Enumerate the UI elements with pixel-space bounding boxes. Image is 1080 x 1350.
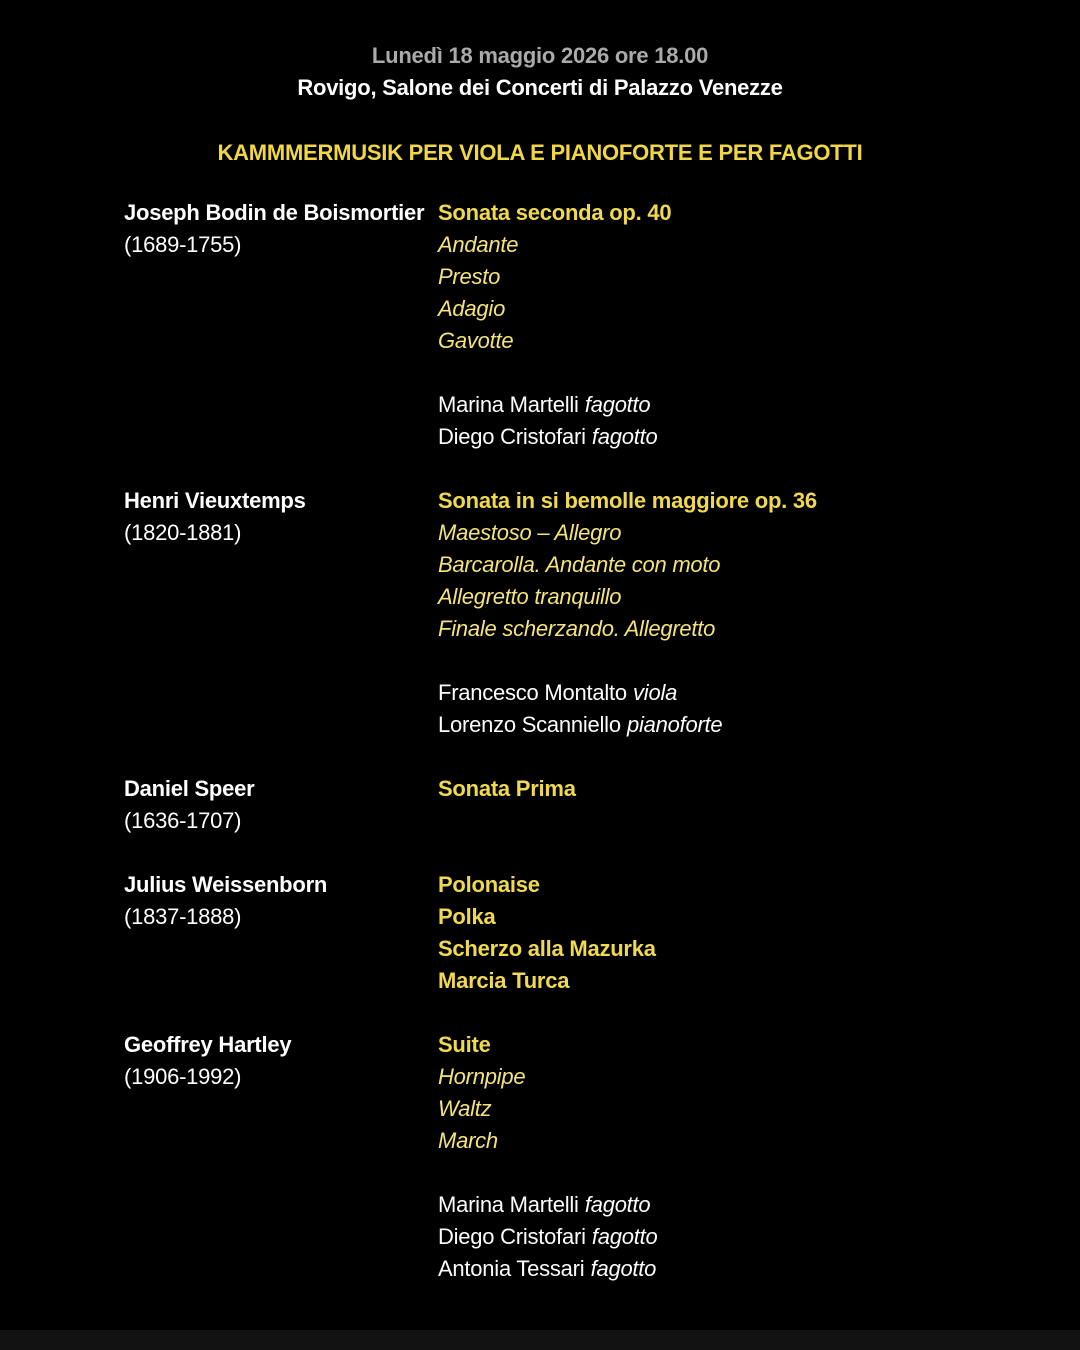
work-title: Sonata Prima xyxy=(438,776,576,801)
performer-name: Diego Cristofari xyxy=(438,424,586,449)
performer-name: Antonia Tessari xyxy=(438,1256,585,1281)
composer-name: Geoffrey Hartley xyxy=(124,1032,292,1057)
work-title: Polka xyxy=(438,904,496,929)
composer-dates: (1820-1881) xyxy=(124,520,242,545)
performer-instrument: fagotto xyxy=(584,392,651,417)
work-title: Sonata in si bemolle maggiore op. 36 xyxy=(438,488,817,513)
works-column xyxy=(438,869,1040,997)
event-date: Lunedì 18 maggio 2026 ore 18.00 xyxy=(371,43,709,68)
movement: Maestoso – Allegro xyxy=(438,520,622,545)
program-section-vieuxtemps xyxy=(124,485,1040,741)
composer-name: Julius Weissenborn xyxy=(124,872,328,897)
work-title: Polonaise xyxy=(438,872,540,897)
composer-column xyxy=(124,197,438,453)
performer-line xyxy=(438,421,1040,453)
composer-name: Joseph Bodin de Boismortier xyxy=(124,200,425,225)
movement: Waltz xyxy=(438,1096,492,1121)
works-column xyxy=(438,197,1040,453)
composer-dates: (1636-1707) xyxy=(124,808,242,833)
movement: Finale scherzando. Allegretto xyxy=(438,616,716,641)
performer-instrument: fagotto xyxy=(590,1256,657,1281)
performer-name: Marina Martelli xyxy=(438,392,579,417)
works-column xyxy=(438,773,1040,837)
movement: Gavotte xyxy=(438,328,514,353)
movement: Allegretto tranquillo xyxy=(438,584,622,609)
composer-dates: (1689-1755) xyxy=(124,232,242,257)
bottom-edge-bar xyxy=(0,1330,1080,1350)
performer-line xyxy=(438,1221,1040,1253)
composer-column xyxy=(124,869,438,997)
performer-line xyxy=(438,389,1040,421)
performers-block xyxy=(438,389,1040,453)
performer-instrument: fagotto xyxy=(584,1192,651,1217)
composer-name: Henri Vieuxtemps xyxy=(124,488,306,513)
performers-block xyxy=(438,677,1040,741)
composer-column xyxy=(124,485,438,741)
movement: Hornpipe xyxy=(438,1064,526,1089)
performer-line xyxy=(438,1189,1040,1221)
performer-name: Marina Martelli xyxy=(438,1192,579,1217)
performer-line xyxy=(438,1253,1040,1285)
program-section-boismortier xyxy=(124,197,1040,453)
composer-dates: (1906-1992) xyxy=(124,1064,242,1089)
performer-instrument: viola xyxy=(633,680,678,705)
composer-column xyxy=(124,773,438,837)
performer-instrument: pianoforte xyxy=(626,712,723,737)
performer-line xyxy=(438,677,1040,709)
program-section-weissenborn xyxy=(124,869,1040,997)
movement: Barcarolla. Andante con moto xyxy=(438,552,721,577)
performer-instrument: fagotto xyxy=(591,424,658,449)
work-title: Scherzo alla Mazurka xyxy=(438,936,656,961)
performer-line xyxy=(438,709,1040,741)
movement: Andante xyxy=(438,232,519,257)
poster-header xyxy=(0,0,1080,169)
composer-name: Daniel Speer xyxy=(124,776,255,801)
works-column xyxy=(438,1029,1040,1285)
movement: March xyxy=(438,1128,498,1153)
composer-column xyxy=(124,1029,438,1285)
performer-name: Francesco Montalto xyxy=(438,680,627,705)
performer-name: Diego Cristofari xyxy=(438,1224,586,1249)
movement: Adagio xyxy=(438,296,506,321)
performer-name: Lorenzo Scanniello xyxy=(438,712,621,737)
work-title: Sonata seconda op. 40 xyxy=(438,200,672,225)
performer-instrument: fagotto xyxy=(591,1224,658,1249)
works-column xyxy=(438,485,1040,741)
program-title: KAMMMERMUSIK PER VIOLA E PIANOFORTE E PER FAGOTTI xyxy=(217,140,863,165)
program-section-speer xyxy=(124,773,1040,837)
program-body xyxy=(0,197,1080,1285)
performers-block xyxy=(438,1189,1040,1285)
work-title: Suite xyxy=(438,1032,491,1057)
work-title: Marcia Turca xyxy=(438,968,570,993)
composer-dates: (1837-1888) xyxy=(124,904,242,929)
movement: Presto xyxy=(438,264,501,289)
program-section-hartley xyxy=(124,1029,1040,1285)
event-venue: Rovigo, Salone dei Concerti di Palazzo Venezze xyxy=(297,75,783,100)
